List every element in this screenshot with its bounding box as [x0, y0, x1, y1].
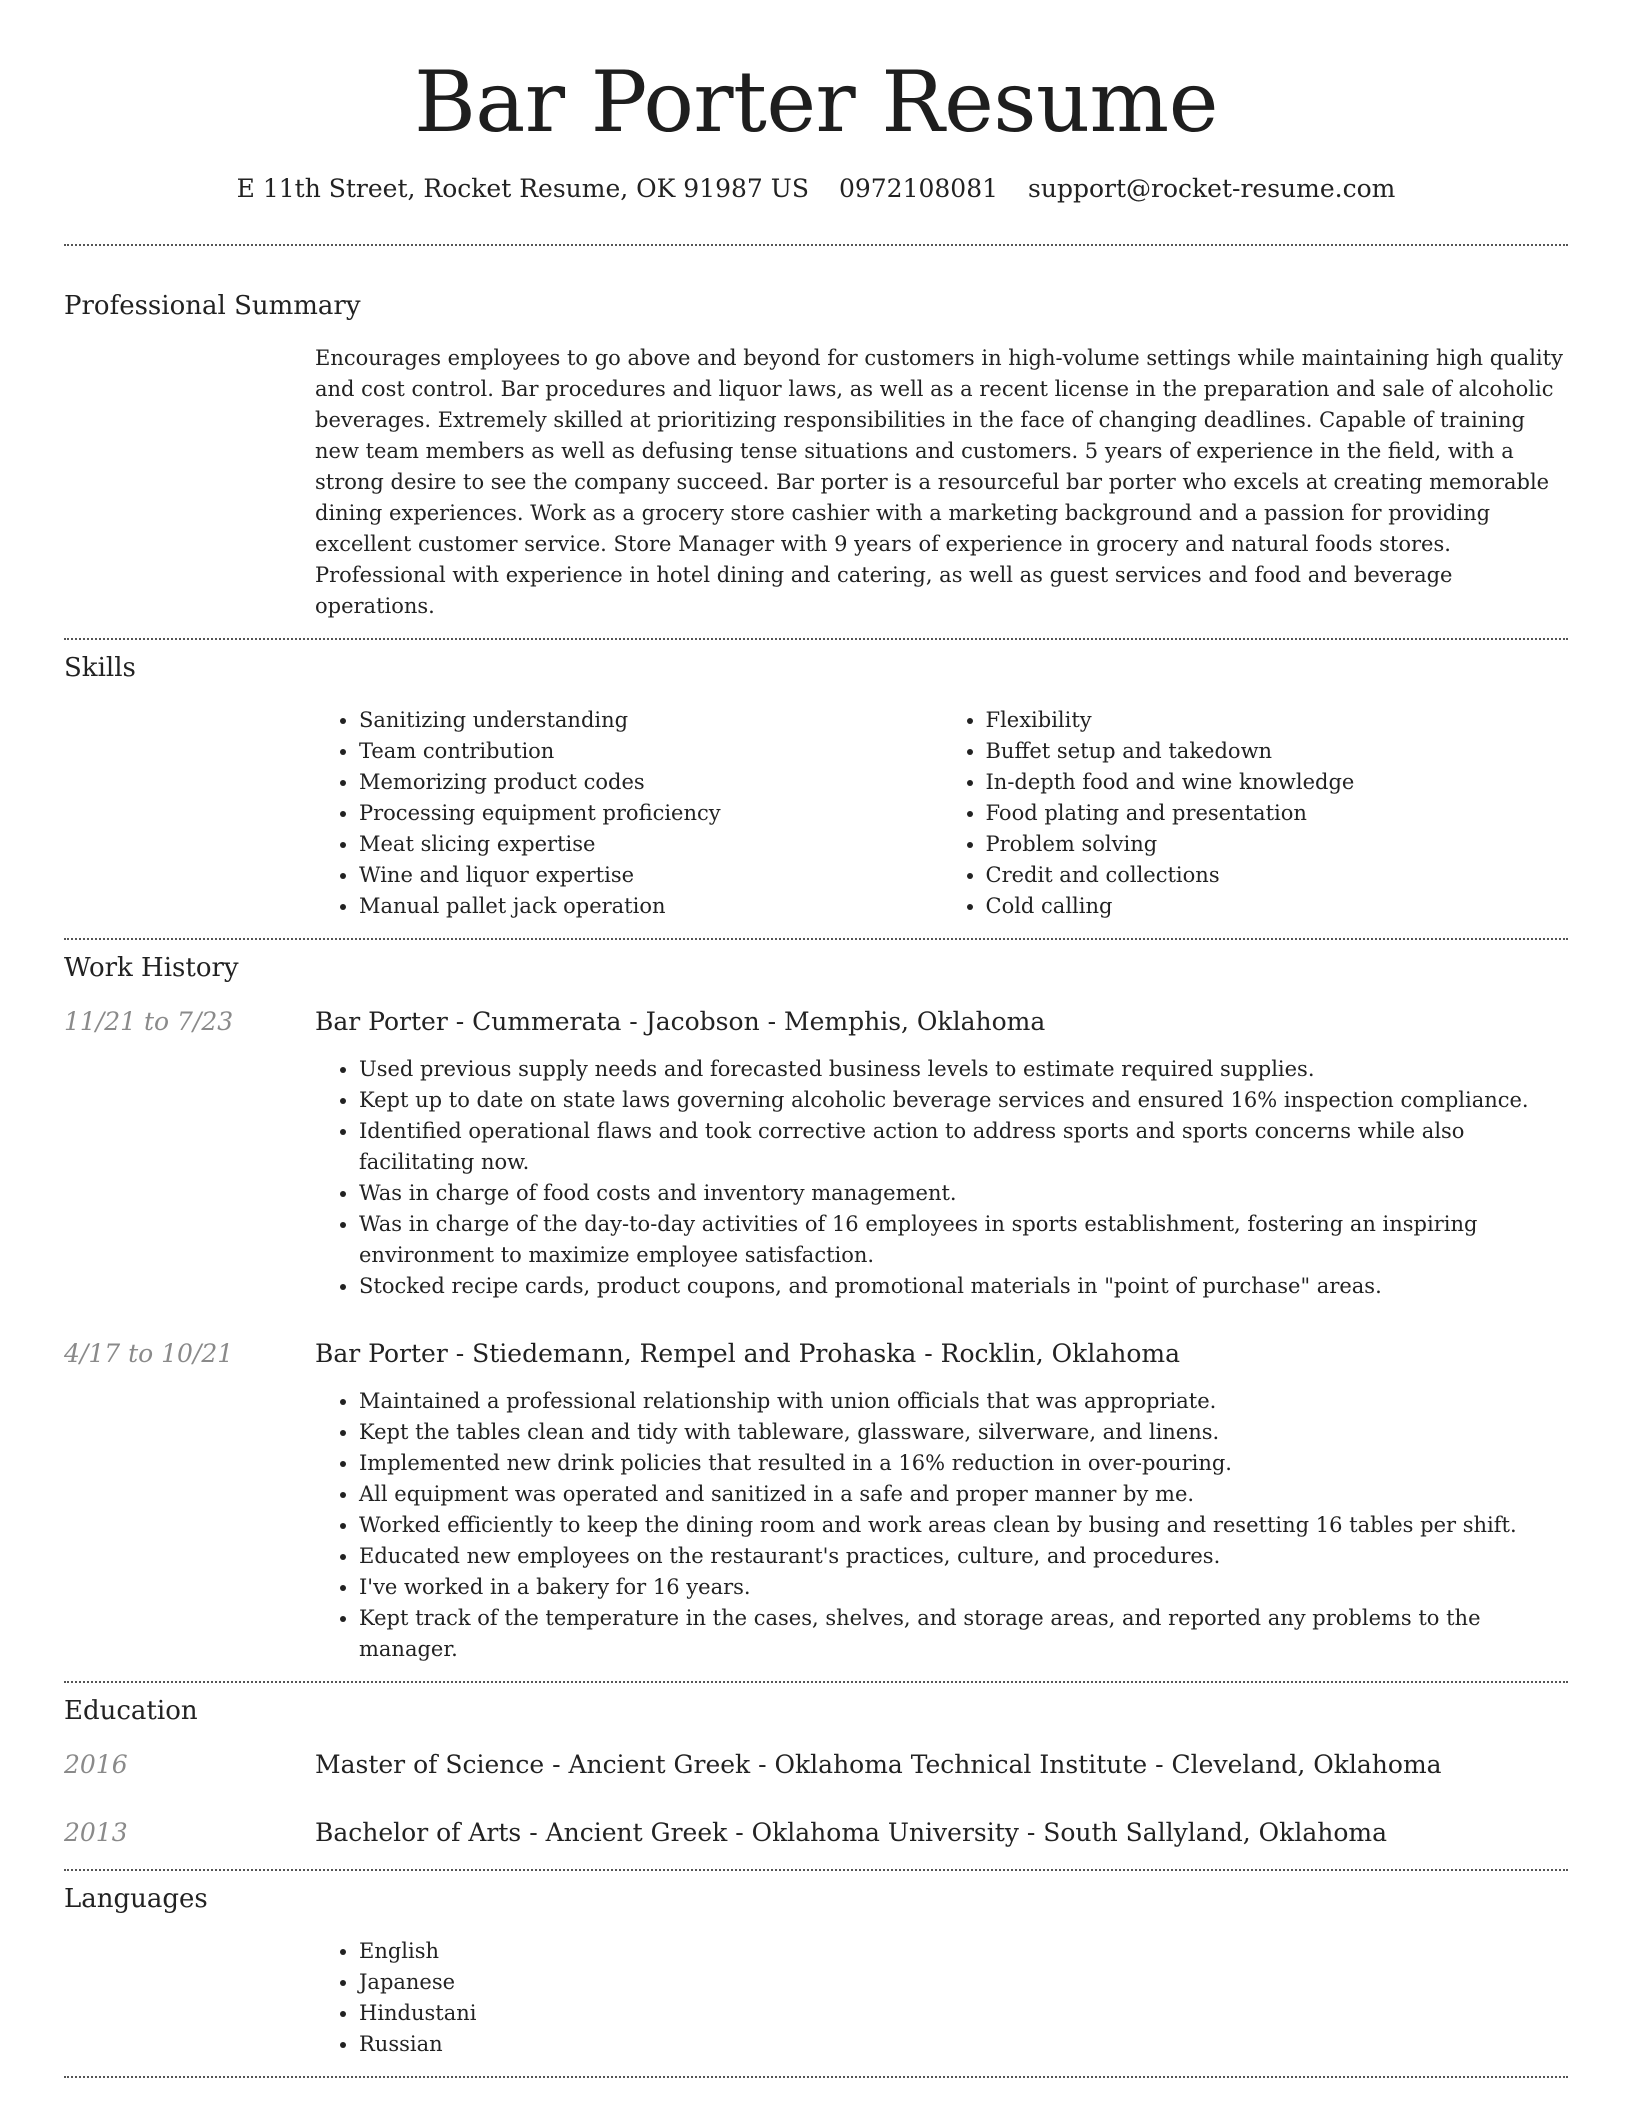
skill-item: • Cold calling — [986, 891, 1569, 922]
section-heading-work: Work History — [64, 953, 239, 983]
job-bullet: • Worked efficiently to keep the dining room and work areas clean by busing and resetting 16 tables per shift. — [359, 1510, 1568, 1541]
skills-column-right — [942, 705, 1569, 922]
skill-item: • Memorizing product codes — [359, 767, 942, 798]
job-entry — [64, 1337, 1568, 1371]
job-bullets — [315, 1054, 1568, 1302]
education-headline: Master of Science - Ancient Greek - Oklahoma Technical Institute - Cleveland, Oklahoma — [315, 1750, 1442, 1779]
language-item: • English — [359, 1936, 1568, 1967]
education-headline: Bachelor of Arts - Ancient Greek - Oklahoma University - South Sallyland, Oklahoma — [315, 1818, 1387, 1847]
contact-phone: 0972108081 — [838, 174, 999, 203]
skill-item: • Flexibility — [986, 705, 1569, 736]
section-divider — [64, 638, 1568, 640]
skill-item: • Meat slicing expertise — [359, 829, 942, 860]
job-bullet: • Identified operational flaws and took corrective action to address sports and sports concerns while also facilitating now. — [359, 1116, 1568, 1178]
job-bullet: • Kept track of the temperature in the cases, shelves, and storage areas, and reported any problems to the manager. — [359, 1603, 1568, 1665]
job-bullet: • Implemented new drink policies that resulted in a 16% reduction in over-pouring. — [359, 1448, 1568, 1479]
education-date: 2016 — [64, 1750, 128, 1779]
skill-item: • In-depth food and wine knowledge — [986, 767, 1569, 798]
contact-email: support@rocket-resume.com — [1028, 174, 1396, 203]
section-heading-summary: Professional Summary — [64, 291, 361, 321]
education-date: 2013 — [64, 1818, 128, 1847]
languages-list — [315, 1936, 1568, 2060]
job-bullet: • Used previous supply needs and forecasted business levels to estimate required supplies. — [359, 1054, 1568, 1085]
section-divider — [64, 2076, 1568, 2078]
job-bullet: • I've worked in a bakery for 16 years. — [359, 1572, 1568, 1603]
skill-item: • Manual pallet jack operation — [359, 891, 942, 922]
language-item: • Japanese — [359, 1967, 1568, 1998]
education-entry — [64, 1748, 1568, 1782]
section-divider — [64, 938, 1568, 940]
skill-item: • Food plating and presentation — [986, 798, 1569, 829]
section-divider — [64, 1681, 1568, 1683]
job-date: 4/17 to 10/21 — [64, 1339, 234, 1368]
summary-text: Encourages employees to go above and beyond for customers in high-volume settings while maintaining high quality and cost control. Bar procedures and liquor laws, as well as a recent license in the preparation and sale of alcoholic beverages. Extremely skilled at prioritizing responsibilities in the face of changing deadlines. Capable of training new team members as well as defusing tense situations and customers. 5 years of experience in the field, with a strong desire to see the company succeed. Bar porter is a resourceful bar porter who excels at creating memorable dining experiences. Work as a grocery store cashier with a marketing background and a passion for providing excellent customer service. Store Manager with 9 years of experience in grocery and natural foods stores. Professional with experience in hotel dining and catering, as well as guest services and food and beverage operations. — [315, 346, 1563, 618]
language-item: • Hindustani — [359, 1998, 1568, 2029]
job-bullet: • All equipment was operated and sanitized in a safe and proper manner by me. — [359, 1479, 1568, 1510]
job-headline: Bar Porter - Cummerata - Jacobson - Memphis, Oklahoma — [315, 1007, 1046, 1036]
language-item: • Russian — [359, 2029, 1568, 2060]
skill-item: • Sanitizing understanding — [359, 705, 942, 736]
section-heading-skills: Skills — [64, 653, 136, 683]
section-heading-education: Education — [64, 1696, 198, 1726]
job-bullet: • Maintained a professional relationship with union officials that was appropriate. — [359, 1386, 1568, 1417]
contact-line — [64, 172, 1568, 206]
job-bullet: • Stocked recipe cards, product coupons, and promotional materials in "point of purchase" areas. — [359, 1271, 1568, 1302]
section-divider — [64, 1869, 1568, 1871]
resume-page — [64, 0, 1568, 2078]
skill-item: • Credit and collections — [986, 860, 1569, 891]
job-bullet: • Was in charge of food costs and inventory management. — [359, 1178, 1568, 1209]
education-entry — [64, 1816, 1568, 1850]
job-bullet: • Educated new employees on the restaurant's practices, culture, and procedures. — [359, 1541, 1568, 1572]
job-bullet: • Was in charge of the day-to-day activities of 16 employees in sports establishment, fostering an inspiring environment to maximize employee satisfaction. — [359, 1209, 1568, 1271]
job-bullet: • Kept the tables clean and tidy with tableware, glassware, silverware, and linens. — [359, 1417, 1568, 1448]
skill-item: • Wine and liquor expertise — [359, 860, 942, 891]
job-bullet: • Kept up to date on state laws governing alcoholic beverage services and ensured 16% inspection compliance. — [359, 1085, 1568, 1116]
summary-body — [315, 343, 1568, 622]
page-title: Bar Porter Resume — [414, 53, 1218, 151]
skill-item: • Processing equipment proficiency — [359, 798, 942, 829]
section-heading-languages: Languages — [64, 1884, 208, 1914]
job-date: 11/21 to 7/23 — [64, 1007, 234, 1036]
skill-item: • Problem solving — [986, 829, 1569, 860]
section-divider — [64, 244, 1568, 246]
skill-item: • Team contribution — [359, 736, 942, 767]
skill-item: • Buffet setup and takedown — [986, 736, 1569, 767]
contact-address: E 11th Street, Rocket Resume, OK 91987 US — [236, 174, 809, 203]
job-headline: Bar Porter - Stiedemann, Rempel and Prohaska - Rocklin, Oklahoma — [315, 1339, 1180, 1368]
skills-column-left — [315, 705, 942, 922]
skills-list — [315, 705, 1568, 922]
job-bullets — [315, 1386, 1568, 1665]
job-entry — [64, 1005, 1568, 1039]
